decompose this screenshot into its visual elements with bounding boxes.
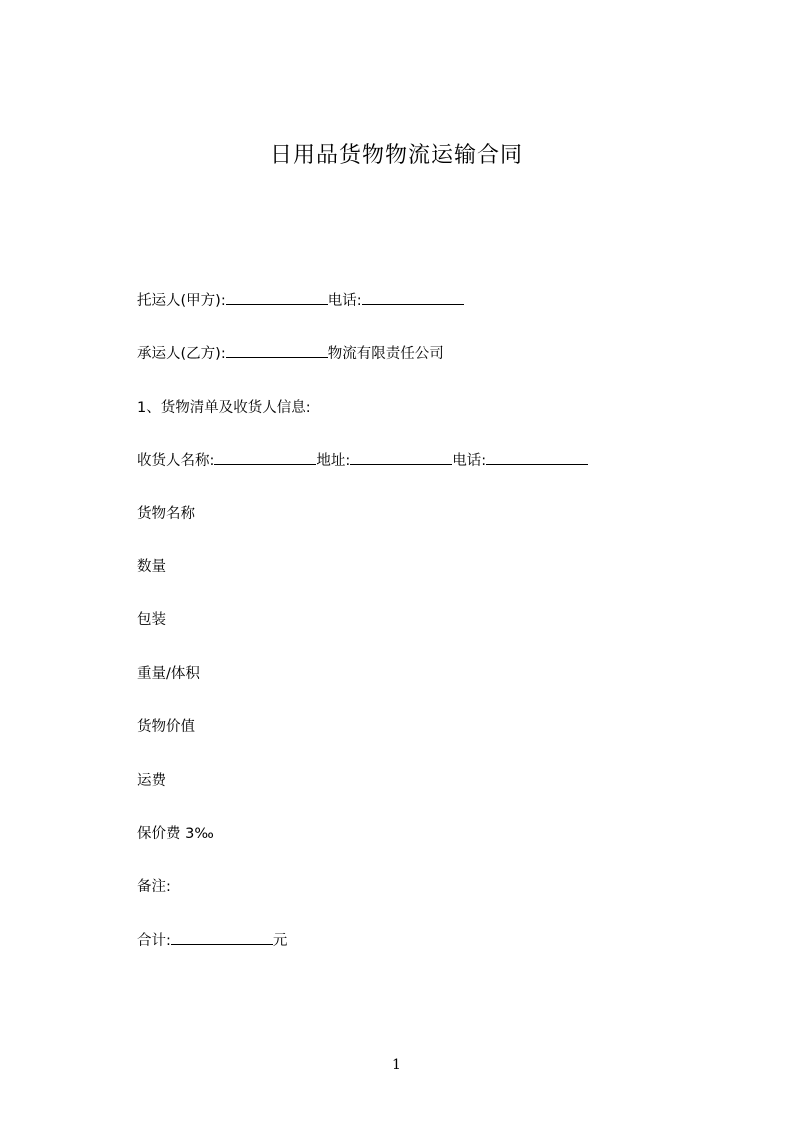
remarks-label: 备注: xyxy=(137,879,171,895)
consignee-address-label: 地址: xyxy=(316,453,351,469)
quantity-label: 数量 xyxy=(137,559,166,575)
weight-volume-label: 重量/体积 xyxy=(137,666,200,682)
shipper-label: 托运人(甲方): xyxy=(137,293,226,309)
carrier-suffix: 物流有限责任公司 xyxy=(327,346,444,362)
carrier-label: 承运人(乙方): xyxy=(137,346,226,362)
goods-value-label: 货物价值 xyxy=(137,719,195,735)
consignee-phone-label: 电话: xyxy=(452,453,487,469)
total-unit: 元 xyxy=(272,933,288,949)
total-amount-blank xyxy=(171,931,273,945)
packaging-label: 包装 xyxy=(137,612,166,628)
consignee-address-blank xyxy=(350,451,452,465)
consignee-phone-blank xyxy=(486,451,588,465)
section1-heading: 1、货物清单及收货人信息: xyxy=(137,400,311,416)
insurance-label: 保价费 3‰ xyxy=(137,826,214,842)
page-number: 1 xyxy=(392,1057,401,1073)
shipper-line xyxy=(137,291,464,311)
consignee-name-blank xyxy=(214,451,316,465)
freight-label: 运费 xyxy=(137,773,166,789)
total-line xyxy=(137,931,287,951)
consignee-name-label: 收货人名称: xyxy=(137,453,215,469)
carrier-name-blank xyxy=(226,344,328,358)
document-title: 日用品货物物流运输合同 xyxy=(269,143,523,168)
shipper-phone-blank xyxy=(362,291,464,305)
shipper-phone-label: 电话: xyxy=(327,293,362,309)
goods-name-label: 货物名称 xyxy=(137,506,195,522)
carrier-line xyxy=(137,344,444,364)
total-label: 合计: xyxy=(137,933,171,949)
consignee-line xyxy=(137,451,588,471)
shipper-name-blank xyxy=(226,291,328,305)
